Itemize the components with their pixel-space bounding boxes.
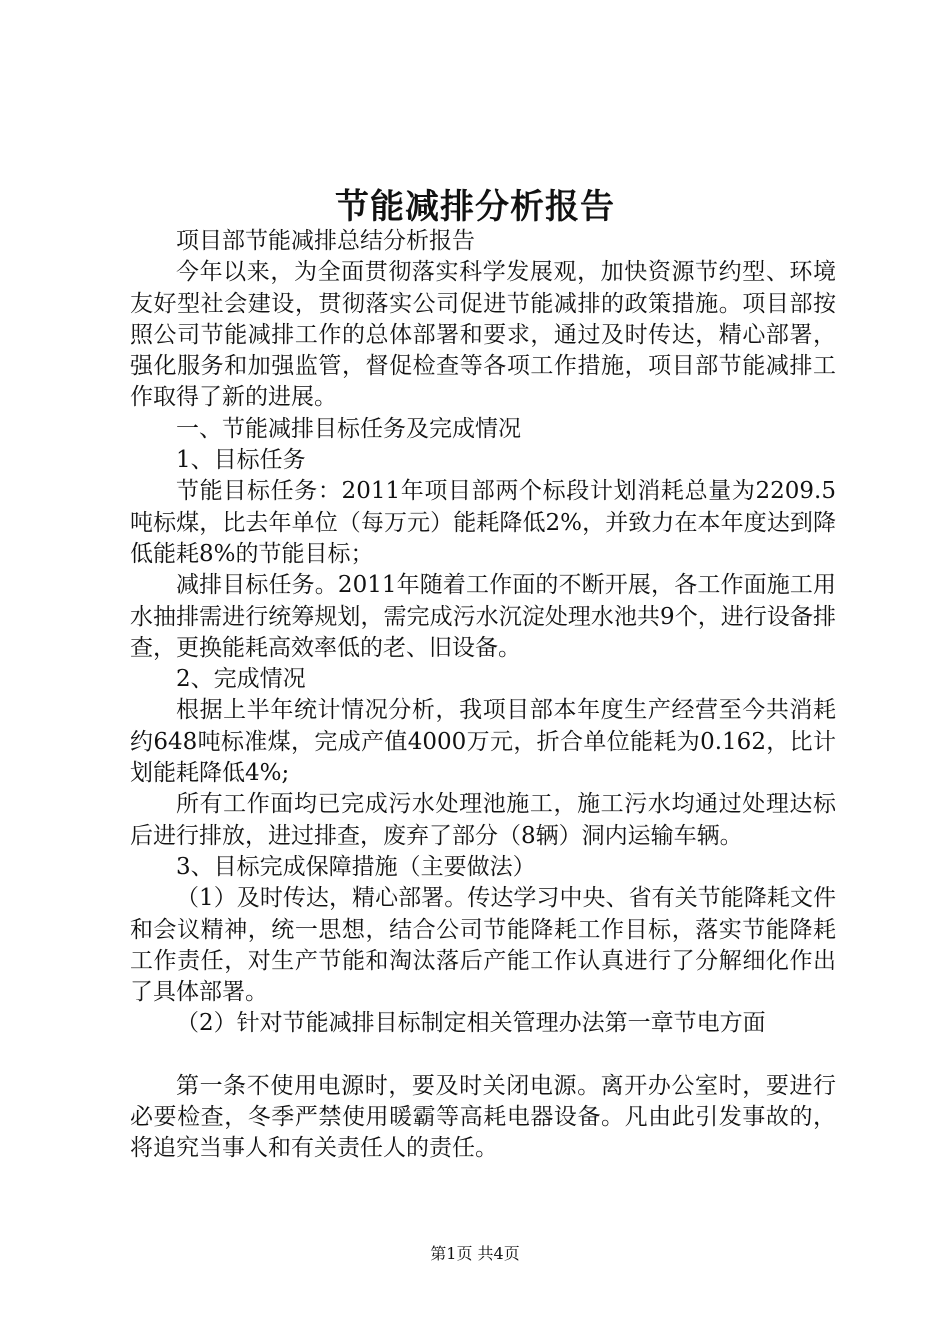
paragraph-intro: 今年以来，为全面贯彻落实科学发展观，加快资源节约型、环境友好型社会建设，贯彻落实公司促进节能减排的政策措施。项目部按照公司节能减排工作的总体部署和要求，通过及时传达，精心部署，强化服务和加强监管，督促检查等各项工作措施，项目部节能减排工作取得了新的进展。 xyxy=(130,259,836,411)
paragraph-article-1: 第一条不使用电源时，要及时关闭电源。离开办公室时，要进行必要检查，冬季严禁使用暖霸等高耗电器设备。凡由此引发事故的，将追究当事人和有关责任人的责任。 xyxy=(130,1072,836,1162)
document-title: 节能减排分析报告 xyxy=(335,187,615,227)
paragraph-energy-target: 节能目标任务：2011年项目部两个标段计划消耗总量为2209.5吨标煤，比去年单位（每万元）能耗降低2%，并致力在本年度达到降低能耗8%的节能目标； xyxy=(130,478,836,567)
paragraph-measure-2: （2）针对节能减排目标制定相关管理办法第一章节电方面 xyxy=(176,1010,766,1037)
section-heading-1: 一、节能减排目标任务及完成情况 xyxy=(176,415,521,442)
paragraph-measure-1: （1）及时传达，精心部署。传达学习中央、省有关节能降耗文件和会议精神，统一思想，结合公司节能降耗工作目标，落实节能降耗工作责任，对生产节能和淘汰落后产能工作认真进行了分解细化作出了具体部署。 xyxy=(130,885,836,1006)
paragraph-emission-target: 减排目标任务。2011年随着工作面的不断开展，各工作面施工用水抽排需进行统筹规划，需完成污水沉淀处理水池共9个，进行设备排查，更换能耗高效率低的老、旧设备。 xyxy=(130,572,836,661)
paragraph-subtitle: 项目部节能减排总结分析报告 xyxy=(176,228,475,254)
subsection-heading-measures: 3、目标完成保障措施（主要做法） xyxy=(176,853,536,880)
subsection-heading-completion: 2、完成情况 xyxy=(176,666,306,693)
subsection-heading-target: 1、目标任务 xyxy=(176,447,306,474)
document-body xyxy=(130,226,836,1165)
paragraph-completion-stats: 根据上半年统计情况分析，我项目部本年度生产经营至今共消耗约648吨标准煤，完成产值4000万元，折合单位能耗为0.162，比计划能耗降低4%; xyxy=(130,697,836,787)
page-number: 第1页 共4页 xyxy=(430,1244,520,1263)
paragraph-wastewater: 所有工作面均已完成污水处理池施工，施工污水均通过处理达标后进行排放，进过排查，废弃了部分（8辆）洞内运输车辆。 xyxy=(130,791,836,849)
